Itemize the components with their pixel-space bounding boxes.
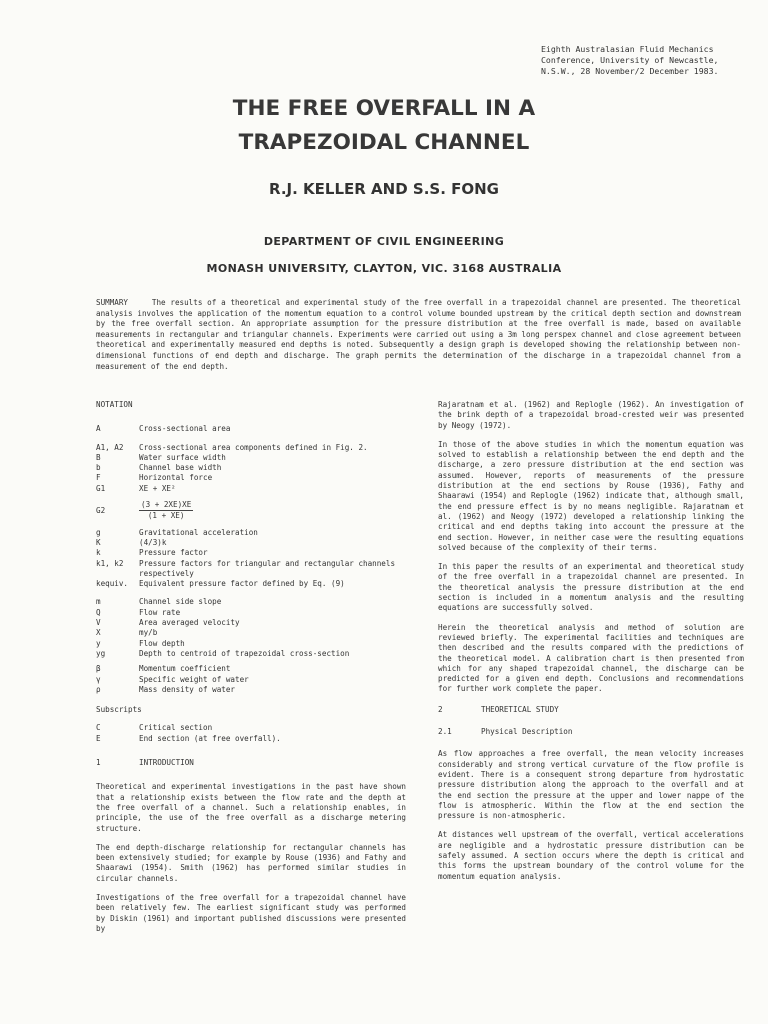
notation-row bbox=[96, 618, 406, 628]
notation-row bbox=[96, 463, 406, 473]
notation-heading: NOTATION bbox=[96, 400, 133, 409]
notation-row bbox=[96, 639, 406, 649]
notation-row bbox=[96, 597, 406, 607]
notation-definition: my/b bbox=[139, 628, 158, 638]
g2-numerator: (3 + 2XE)XE bbox=[139, 500, 193, 511]
notation-row bbox=[96, 443, 406, 453]
notation-symbol: m bbox=[96, 597, 101, 607]
notation-row bbox=[96, 664, 406, 674]
notation-symbol: b bbox=[96, 463, 101, 473]
paragraph: Rajaratnam et al. (1962) and Replogle (1962). An investigation of the brink depth of a trapezoidal broad-crested weir was presented by Neogy (1972). bbox=[438, 400, 744, 430]
paragraph: Herein the theoretical analysis and method of solution are reviewed briefly. The experimental facilities and techniques are then described and the results compared with the predictions of the theoretical model. A calibration chart is then presented from which for any shaped trapezoidal channel, the discharge can be predicted for a given end depth. Conclusions and recommendations for further work complete the paper. bbox=[438, 622, 744, 694]
notation-row bbox=[96, 473, 406, 483]
subscript-row bbox=[96, 723, 406, 733]
notation-definition: Cross-sectional area bbox=[139, 424, 231, 434]
department: DEPARTMENT OF CIVIL ENGINEERING bbox=[263, 235, 505, 248]
notation-definition: Gravitational acceleration bbox=[139, 527, 258, 537]
notation-definition: Horizontal force bbox=[139, 473, 213, 483]
notation-symbol: K bbox=[96, 537, 101, 547]
notation-symbol: G1 bbox=[96, 483, 106, 493]
notation-definition: Flow rate bbox=[139, 607, 181, 617]
paragraph: Theoretical and experimental investigations in the past have shown that a relationship exists between the flow rate and the depth at the free overfall of a channel. Such a relationship enables, in principle, the use of the free overfall as a discharge metering structure. bbox=[96, 782, 406, 833]
subsection-heading bbox=[438, 727, 744, 737]
notation-row bbox=[96, 685, 406, 695]
subscript-row bbox=[96, 734, 406, 744]
notation-row bbox=[96, 528, 406, 538]
subscript-symbol: E bbox=[96, 733, 101, 743]
section-number: 2 bbox=[438, 704, 443, 714]
notation-symbol: yg bbox=[96, 648, 106, 658]
conference-note bbox=[541, 44, 761, 77]
notation-definition: Cross-sectional area components defined in Fig. 2. bbox=[139, 442, 368, 452]
paragraph: Investigations of the free overfall for a trapezoidal channel have been relatively few. The earliest significant study was performed by Diskin (1961) and important published discussions were presented by bbox=[96, 892, 406, 933]
subsection-number: 2.1 bbox=[438, 727, 452, 737]
paper-title bbox=[0, 92, 768, 160]
subscripts-heading: Subscripts bbox=[96, 705, 142, 715]
notation-symbol: γ bbox=[96, 674, 101, 684]
notation-definition: Water surface width bbox=[139, 452, 226, 462]
notation-row bbox=[96, 484, 406, 494]
title-line: THE FREE OVERFALL IN A bbox=[232, 96, 536, 121]
notation-row bbox=[96, 649, 406, 659]
notation-definition: Channel base width bbox=[139, 463, 222, 473]
conference-line: N.S.W., 28 November/2 December 1983. bbox=[541, 66, 719, 76]
authors: R.J. KELLER AND S.S. FONG bbox=[269, 180, 499, 198]
notation-symbol: ρ bbox=[96, 684, 101, 694]
paragraph: The end depth-discharge relationship for rectangular channels has been extensively studied; for example by Rouse (1936) and Fathy and Shaarawi (1954). Smith (1962) has performed similar studies in circular channels. bbox=[96, 842, 406, 883]
g2-denominator: (1 + XE) bbox=[147, 511, 185, 521]
notation-definition: Area averaged velocity bbox=[139, 618, 240, 628]
conference-line: Eighth Australasian Fluid Mechanics bbox=[541, 44, 714, 54]
notation-row bbox=[96, 453, 406, 463]
notation-symbol: F bbox=[96, 473, 101, 483]
notation-symbol: k1, k2 bbox=[96, 558, 124, 568]
g2-fraction bbox=[139, 500, 193, 522]
notation-definition: Flow depth bbox=[139, 638, 185, 648]
notation-symbol: β bbox=[96, 664, 101, 674]
subscript-definition: End section (at free overfall). bbox=[139, 733, 281, 743]
right-column bbox=[438, 400, 744, 891]
notation-definition: XE + XE² bbox=[139, 483, 176, 493]
notation-row bbox=[96, 628, 406, 638]
summary-text: The results of a theoretical and experimental study of the free overfall in a trapezoidal channel are presented. The theoretical analysis involves the application of the momentum equation to a control volume bounded upstream by the critical depth section and downstream by the free overfall section. An appropriate assumption for the pressure distribution at the free overfall is made, based on available measurements in rectangular and triangular channels. Experiments were carried out using a 3m long perspex channel and close agreement between theoretical and experimentally measured end depths is noted. Subsequently a design graph is developed showing the relationship between non-dimensional functions of end depth and discharge. The graph permits the determination of the discharge in a trapezoidal channel from a measurement of the end depth. bbox=[96, 298, 741, 371]
notation-symbol: G2 bbox=[96, 505, 106, 515]
notation-symbol: B bbox=[96, 452, 101, 462]
notation-row bbox=[96, 608, 406, 618]
notation-definition: Momentum coefficient bbox=[139, 664, 231, 674]
title-line: TRAPEZOIDAL CHANNEL bbox=[238, 130, 530, 155]
conference-line: Conference, University of Newcastle, bbox=[541, 55, 719, 65]
paragraph: In this paper the results of an experimental and theoretical study of the free overfall in a trapezoidal channel are presented. In the theoretical analysis the pressure distribution at the end section is included in a momentum analysis and the resulting equations are successfully solved. bbox=[438, 562, 744, 613]
section-number: 1 bbox=[96, 758, 101, 768]
notation-row bbox=[96, 675, 406, 685]
notation-row bbox=[96, 548, 406, 558]
notation-definition: Mass density of water bbox=[139, 684, 236, 694]
section-heading bbox=[96, 758, 406, 768]
subscript-definition: Critical section bbox=[139, 723, 213, 733]
notation-symbol: y bbox=[96, 638, 101, 648]
paragraph: At distances well upstream of the overfall, vertical accelerations are negligible and a hydrostatic pressure distribution can be safely assumed. A section occurs where the depth is critical and this forms the upstream boundary of the control volume for the momentum equation analysis. bbox=[438, 830, 744, 881]
notation-definition: Channel side slope bbox=[139, 597, 222, 607]
notation-symbol: g bbox=[96, 527, 101, 537]
notation-definition: Equivalent pressure factor defined by Eq. (9) bbox=[139, 579, 345, 589]
section-heading bbox=[438, 705, 744, 715]
notation-row bbox=[96, 424, 406, 434]
subsection-title: Physical Description bbox=[481, 727, 573, 737]
notation-symbol: k bbox=[96, 548, 101, 558]
notation-definition: Depth to centroid of trapezoidal cross-section bbox=[139, 648, 350, 658]
summary bbox=[96, 298, 741, 372]
section-title: THEORETICAL STUDY bbox=[481, 704, 559, 714]
paragraph: As flow approaches a free overfall, the mean velocity increases considerably and strong vertical curvature of the flow profile is evident. There is a consequent strong departure from hydrostatic pressure distribution along the approach to the overfall and at the end section the pressure at the upper and lower nappe of the flow is atmospheric. Within the flow at the end section the pressure is non-atmospheric. bbox=[438, 749, 744, 821]
notation-row bbox=[96, 538, 406, 548]
notation-symbol: X bbox=[96, 628, 101, 638]
notation-definition: Pressure factor bbox=[139, 548, 208, 558]
notation-symbol: A1, A2 bbox=[96, 442, 124, 452]
notation-symbol: A bbox=[96, 424, 101, 434]
summary-label: SUMMARY bbox=[96, 298, 129, 307]
notation-row bbox=[96, 579, 406, 589]
notation-symbol: Q bbox=[96, 607, 101, 617]
notation-row bbox=[96, 559, 406, 580]
left-column bbox=[96, 400, 406, 943]
paragraph: In those of the above studies in which the momentum equation was solved to establish a relationship between the end depth and the discharge, a zero pressure distribution at the end section was assumed. However, reports of measurements of the pressure distribution at the end sections by Rouse (1936), Fathy and Shaarawi (1954) and Replogle (1962) indicate that, although small, the end pressure effect is by no means negligible. Rajaratnam et al. (1962) and Neogy (1972) developed a relationship linking the critical and end depths taking into account the pressure at the end section. However, in neither case were the resulting equations solved because of the complexity of their terms. bbox=[438, 439, 744, 552]
notation-symbol: kequiv. bbox=[96, 579, 129, 589]
university: MONASH UNIVERSITY, CLAYTON, VIC. 3168 AUSTRALIA bbox=[206, 262, 562, 275]
subscript-symbol: C bbox=[96, 723, 101, 733]
section-title: INTRODUCTION bbox=[139, 758, 194, 768]
notation-definition: Pressure factors for triangular and rectangular channels respectively bbox=[139, 558, 396, 578]
notation-definition: (4/3)k bbox=[139, 537, 167, 547]
notation-definition: Specific weight of water bbox=[139, 674, 249, 684]
notation-symbol: V bbox=[96, 618, 101, 628]
notation-row bbox=[96, 500, 406, 522]
